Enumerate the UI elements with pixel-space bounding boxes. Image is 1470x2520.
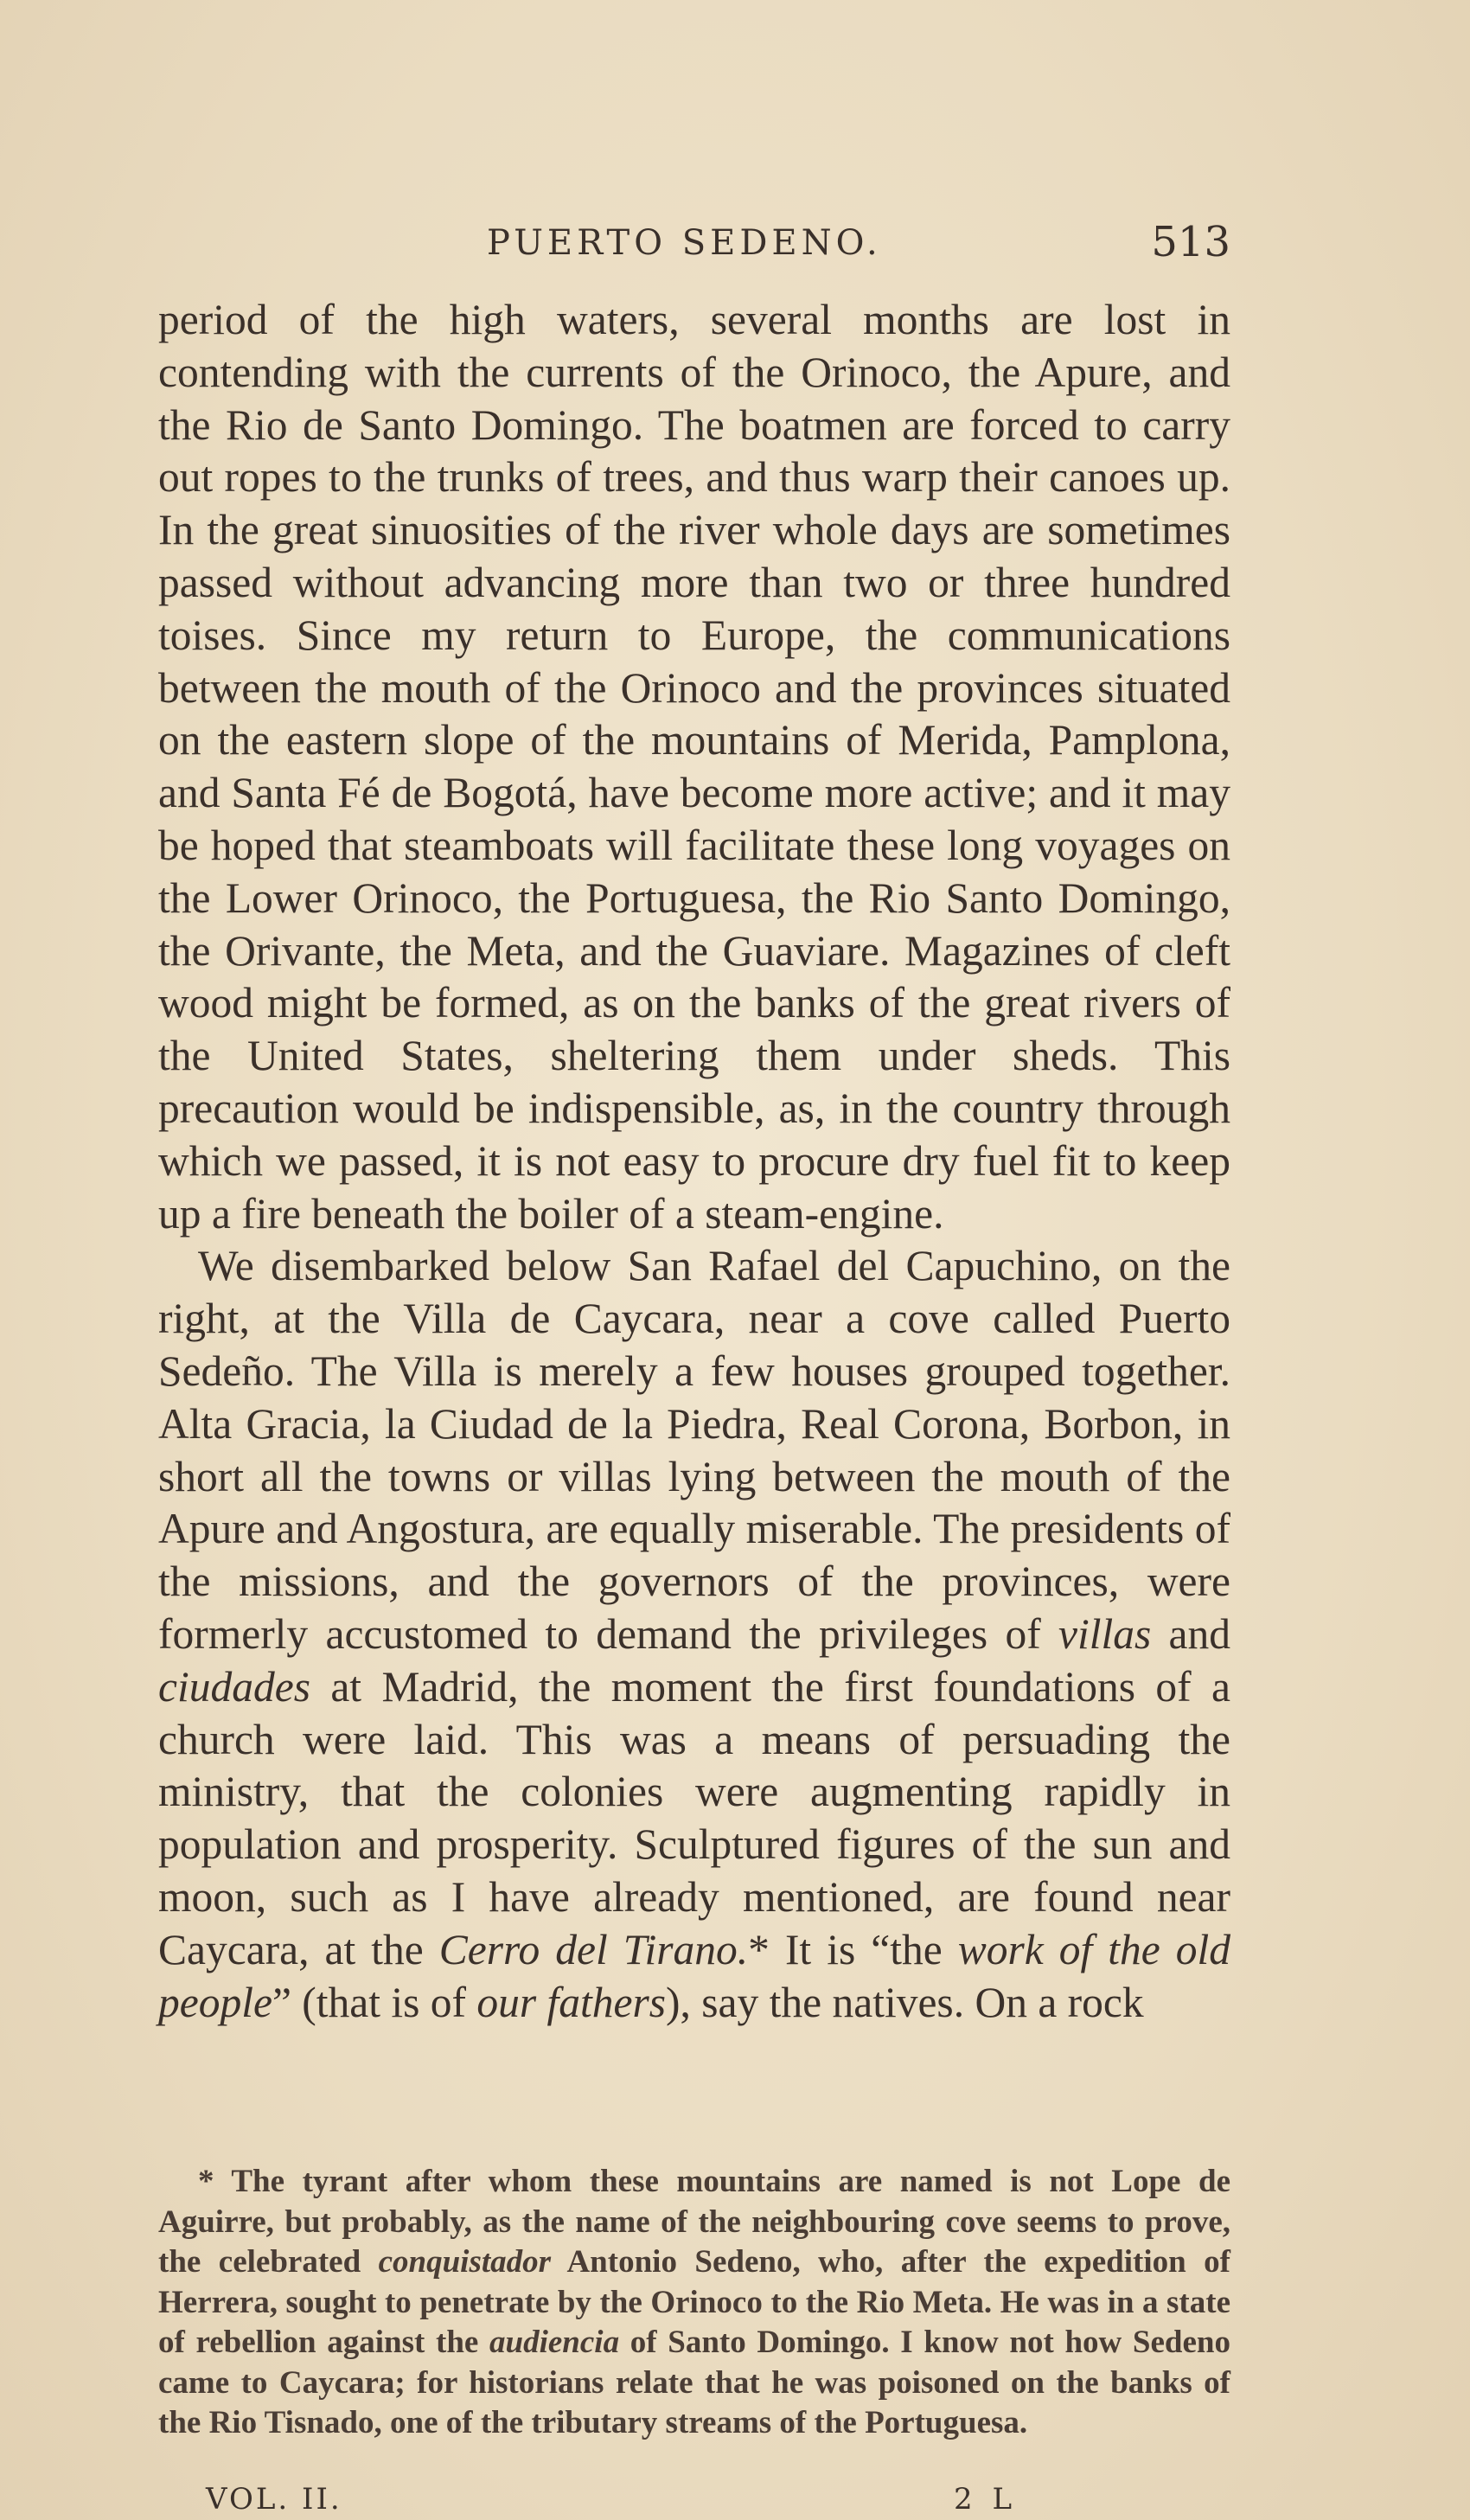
signature-mark: 2 L	[954, 2482, 1018, 2517]
text-run: ), say the natives. On a rock	[666, 1978, 1144, 2026]
italic-text: our fathers	[476, 1978, 667, 2026]
italic-text: Cerro del Tirano.	[438, 1925, 749, 1973]
italic-text: villas	[1058, 1609, 1152, 1658]
paragraph-2	[158, 1240, 1230, 2029]
paragraph-1: period of the high waters, several months are lost in contending with the currents of the Orinoco, the Apure, and the Rio de Santo Domingo. The boatmen are forced to carry out ropes to the trunks of trees, and thus warp their canoes up. In the great sinuosities of the river whole days are sometimes passed without advancing more than two or three hundred toises. Since my return to Europe, the communications between the mouth of the Orinoco and the provinces situated on the eastern slope of the mountains of Merida, Pamplona, and Santa Fé de Bogotá, have become more active; and it may be hoped that steamboats will facilitate these long voyages on the Lower Orinoco, the Portuguesa, the Rio Santo Domingo, the Orivante, the Meta, and the Guaviare. Magazines of cleft wood might be formed, as on the banks of the great rivers of the United States, sheltering them under sheds. This precaution would be indispensible, as, in the country through which we passed, it is not easy to procure dry fuel fit to keep up a fire beneath the boiler of a steam-engine.	[158, 296, 1230, 1238]
text-run: at Madrid, the moment the first foundations of a church were laid. This was a means of persuading the ministry, that the colonies were augmenting rapidly in population and prosperity. Sculptured figures of the sun and moon, such as I have already mentioned, are found near Caycara, at the	[158, 1662, 1230, 1973]
body-text	[158, 294, 1230, 2029]
page-header	[158, 214, 1230, 275]
footnote	[158, 2162, 1230, 2444]
text-run: We disembarked below San Rafael del Capuchino, on the right, at the Villa de Caycara, near a cove called Puerto Sedeño. The Villa is merely a few houses grouped together. Alta Gracia, la Ciudad de la Piedra, Real Corona, Borbon, in short all the towns or villas lying between the mouth of the Apure and Angostura, are equally miserable. The presidents of the missions, and the governors of the provinces, were formerly accustomed to demand the privileges of	[158, 1242, 1230, 1658]
text-run: * The tyrant after whom these mountains are named is not Lope de Aguirre, but probably, as the name of the neighbouring cove seems to prove, the celebrated	[158, 2164, 1230, 2280]
italic-text: audiencia	[489, 2325, 620, 2360]
footnote-text	[158, 2162, 1230, 2444]
text-run: and	[1151, 1609, 1230, 1658]
text-run: Antonio Sedeno, who, after the expedition of Herrera, sought to penetrate by the Orinoco to the Rio Meta. He was in a state of rebellion against the	[158, 2244, 1230, 2360]
page-number: 513	[1151, 218, 1230, 266]
text-run: ” (that is of	[272, 1978, 477, 2026]
italic-text: ciudades	[158, 1662, 310, 1711]
running-head: PUERTO SEDENO.	[487, 223, 882, 263]
page-footer	[158, 2482, 1230, 2517]
volume-label: VOL. II.	[206, 2482, 342, 2517]
italic-text: conquistador	[378, 2244, 552, 2280]
text-run: of Santo Domingo. I know not how Sedeno came to Caycara; for historians relate that he was poisoned on the banks of the Rio Tisnado, one of the tributary streams of the Portuguesa.	[158, 2325, 1230, 2440]
text-run: * It is “the	[748, 1925, 958, 1973]
italic-text: work of the old people	[158, 1925, 1231, 2026]
